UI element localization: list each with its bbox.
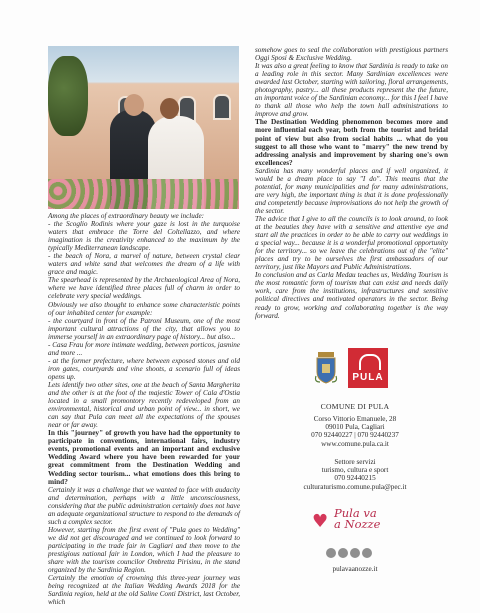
paragraph: - Casa Frau for more intimate wedding, between porticos, jasmine and more ... xyxy=(48,340,240,357)
phone-numbers: 070 92440227 | 070 92440237 xyxy=(311,431,399,440)
paragraph: The advice that I give to all the councils is to look around, to look at the beauties they have with a sensitive and attentive eye and start all the practices in order to be able to carry out weddings in a special way... because it is a wonderful promotional opportunity for the territory... so we leave the celebrations out of the "elite" places and try to be ourselves the first ambassadors of our territory, just like Mayors and Public Administrations. xyxy=(255,214,448,272)
paragraph: - the beach of Nora, a marvel of nature, between crystal clear waters and white sand that welcomes the dream of a life with grace and magic. xyxy=(48,252,240,277)
pula-logo-text: PULA xyxy=(352,372,384,383)
right-article-column xyxy=(255,46,448,320)
paragraph: In conclusion and as Carla Medau teaches us, Wedding Tourism is the most romantic form of tourism that can exist and needs daily work, care from the institutions, infrastructures and sensitive political directives and motivated operators in the sector. Being ready to grow, working and collaborating together is the way forward. xyxy=(255,271,448,320)
brand-website[interactable]: pulavaanozze.it xyxy=(332,565,378,573)
wedding-photo xyxy=(48,46,239,209)
paragraph: somehow goes to seal the collaboration with prestigious partners Oggi Sposi & Exclusive Wedding. xyxy=(255,46,448,63)
service-name: Settore servizi xyxy=(334,458,376,466)
paragraph: It was also a great feeling to know that Sardinia is ready to take on a leading role in this sector. Many Sardinian excellences were awarded last October, starting with tailoring, floral arrangements, photography, pastry... all these products represent the the future, an important voice of the Sardinian economy... for this I feel I have to thank all those who help the town hall administrations to improve and grow. xyxy=(255,62,448,119)
pula-va-a-nozze-logo xyxy=(310,505,410,535)
service-contact xyxy=(280,458,430,491)
address-line: Corso Vittorio Emanuele, 28 xyxy=(313,415,397,423)
email-link[interactable]: culturaturismo.comune.pula@pec.it xyxy=(303,482,407,491)
left-article-column xyxy=(48,212,240,606)
pula-logo xyxy=(348,348,388,388)
brand-line: a Nozze xyxy=(334,517,381,531)
paragraph: Among the places of extraordinary beauty we include: - the Scoglio Rodinis where your gaze is lost in the turquoise waters that embrace the Torre del Coltellazzo, and where imagination is the creativity enhanced to the maximum by the typically Mediterranean landscape. xyxy=(48,212,240,253)
paragraph: However, starting from the first event of "Pula goes to Wedding" we did not get discouraged and we continued to look forward to participating in the trade fair in Cagliari and then move to the prestigious national fair in London, which I had the pleasure to share with the tourism councilor Ombretta Pirisinu, in the stand organized by the Sardinia Region. xyxy=(48,525,240,575)
contact-address xyxy=(280,415,430,448)
paragraph: Sardinia has many wonderful places and if well organized, it would be a dream place to say "I do". This means that the potential, for many municipalities and for many administrations, are very high, the important thing is that it is done professionally and competently because improvisations do not help the growth of the sector. xyxy=(255,166,448,215)
paragraph: - the courtyard in front of the Patroni Museum, one of the most important cultural attractions of the city, that allows you to immerse yourself in an extraordinary page of history... but also... xyxy=(48,316,240,341)
municipality-logos xyxy=(304,348,414,392)
mail-icon[interactable] xyxy=(362,548,372,558)
coat-of-arms-icon xyxy=(314,352,338,384)
facebook-icon[interactable] xyxy=(326,548,336,558)
interview-question: In this "journey" of growth you have had the opportunity to participate in conventions, international fairs, industry events, promotional events and an important and exclusive Wedding Award where you have been rewarded for your great commitment from the Destination Wedding and Wedding sector tourism... what emotions does this bring to mind? xyxy=(48,428,240,486)
municipality-name: COMUNE DI PULA xyxy=(320,402,390,411)
address-line: 09010 Pula, Cagliari xyxy=(325,423,385,432)
paragraph: Obviously we also thought to enhance some characteristic points of our inhabited center for example: xyxy=(48,300,240,317)
interview-question: The Destination Wedding phenomenon becomes more and more influential each year, both from the tourist and bridal point of view but also from social habits ... what do you suggest to all those who want to "marry" the new trend by addressing analysis and improvement by sharing one's own excellences? xyxy=(255,117,448,167)
social-icons xyxy=(326,548,372,558)
paragraph: The spearhead is represented by the Archaeological Area of Nora, where we have identified three places full of charm in order to celebrate very special weddings. xyxy=(48,276,240,301)
service-name: turismo, cultura e sport xyxy=(321,466,389,475)
paragraph: - at the former prefecture, where between exposed stones and old iron gates, courtyards and vine shoots, a scenario full of ideas opens up. xyxy=(48,356,240,381)
paragraph: Lets identify two other sites, one at the beach of Santa Margherita and the other is at the foot of the majestic Tower of Cala d'Ostia located in a small promontory recently redeveloped from an environmental, historical and urban point of view... in short, we can say that Pula can meet all the expectations of the spouses near or far away. xyxy=(48,380,240,430)
twitter-icon[interactable] xyxy=(338,548,348,558)
heart-icon: ♥ xyxy=(312,511,329,532)
website-link[interactable]: www.comune.pula.ca.it xyxy=(321,439,389,448)
brand-line: Pula va xyxy=(334,506,377,520)
paragraph: Certainly the emotion of crowning this three-year journey was being recognized at the Italian Wedding Awards 2018 for the Sardinia region, held at the old Saline Conti District, last October, which xyxy=(48,574,240,607)
paragraph: Certainly it was a challenge that we wanted to face with audacity and determination, perhaps with a little unconsciousness, considering that the public administration certainly does not have an adequate organizational structure to respond to the demands of such a complex sector. xyxy=(48,485,240,526)
service-phone: 070 92440215 xyxy=(334,474,376,483)
instagram-icon[interactable] xyxy=(350,548,360,558)
